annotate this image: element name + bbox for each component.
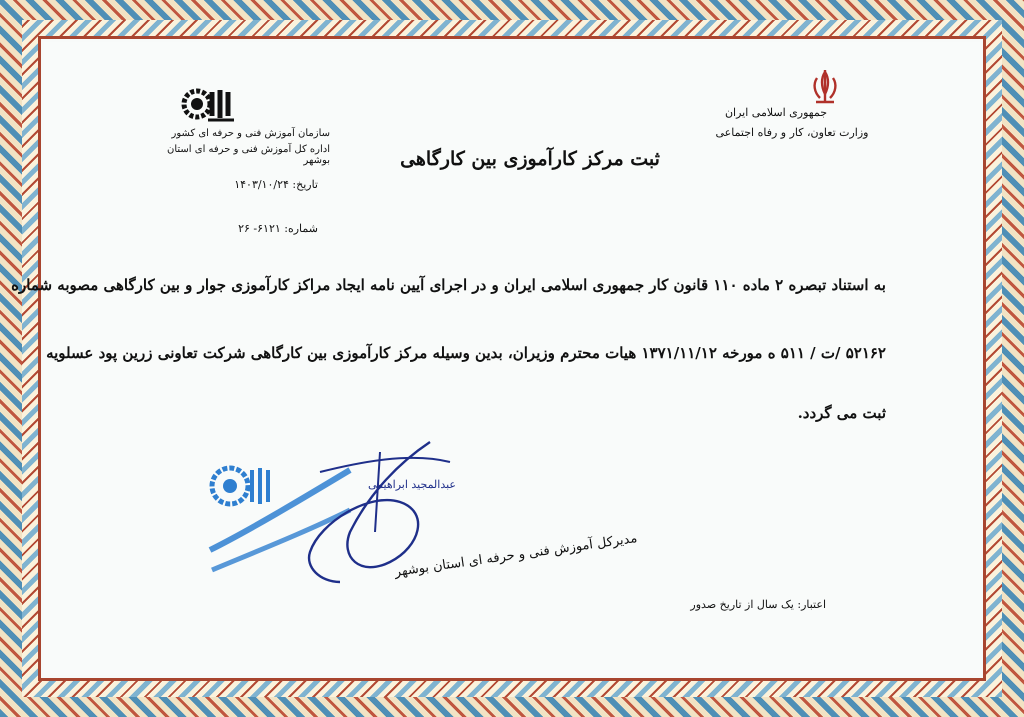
department-name: اداره کل آموزش فنی و حرفه ای استان بوشهر (167, 144, 330, 166)
signer-title: مدیرکل آموزش فنی و حرفه ای استان بوشهر (393, 531, 639, 580)
body-line-2: ۵۲۱۶۲ /ت / ۵۱۱ ه مورخه ۱۳۷۱/۱۱/۱۲ هیات محترم وزیران، بدین وسیله مرکز کارآموزی بین کارگاهی شرکت تعاونی زرین پود عسلویه (46, 344, 886, 362)
ministry-name: وزارت تعاون، کار و رفاه اجتماعی (715, 126, 869, 139)
country-name: جمهوری اسلامی ایران (724, 106, 828, 119)
certificate-title: ثبت مرکز کارآموزی بین کارگاهی (400, 148, 660, 170)
body-line-1: به استناد تبصره ۲ ماده ۱۱۰ قانون کار جمهوری اسلامی ایران و در اجرای آیین نامه ایجاد مراکز کارآموزی جوار و بین کارگاهی مصوبه شماره (11, 276, 886, 294)
iran-emblem-icon (808, 68, 842, 106)
validity-note: اعتبار: یک سال از تاریخ صدور (690, 598, 826, 611)
body-line-3: ثبت می گردد. (797, 404, 886, 422)
signer-name: عبدالمجید ابراهیمی (367, 478, 456, 491)
tvto-logo-icon (178, 84, 240, 124)
organization-name: سازمان آموزش فنی و حرفه ای کشور (171, 128, 330, 139)
document-number: شماره: ۶۱۲۱- ۲۶ (238, 222, 318, 235)
issue-date: تاریخ: ۱۴۰۳/۱۰/۲۴ (234, 178, 318, 191)
